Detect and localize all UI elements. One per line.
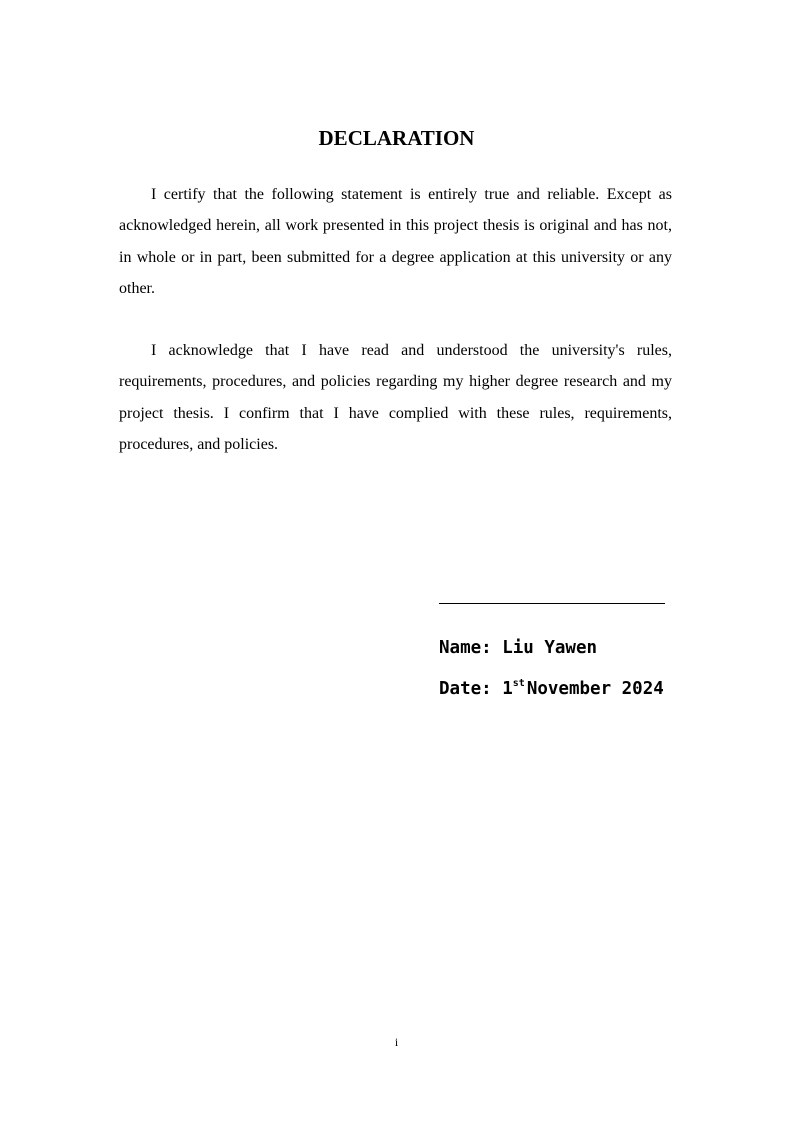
declaration-paragraph-acknowledge: I acknowledge that I have read and understood the university's rules, requirements, procedures, and policies regarding my higher degree research and my project thesis. I confirm that I have complied with these rules, requirements, procedures, and policies. <box>119 342 672 453</box>
signature-date-superscript: st <box>512 678 525 689</box>
page-number: i <box>394 1035 399 1049</box>
signature-date-prefix: Date: 1 <box>439 679 513 699</box>
signature-name: Name: Liu Yawen <box>439 638 598 658</box>
signature-date-suffix: November 2024 <box>526 679 664 699</box>
signature-date <box>439 677 664 704</box>
page-title: DECLARATION <box>318 126 475 150</box>
declaration-paragraph-certify: I certify that the following statement is entirely true and reliable. Except as acknowledged herein, all work presented in this project thesis is original and has not, in whole or in part, been submitted for a degree application at this university or any other. <box>119 186 672 297</box>
signature-line <box>439 603 665 604</box>
